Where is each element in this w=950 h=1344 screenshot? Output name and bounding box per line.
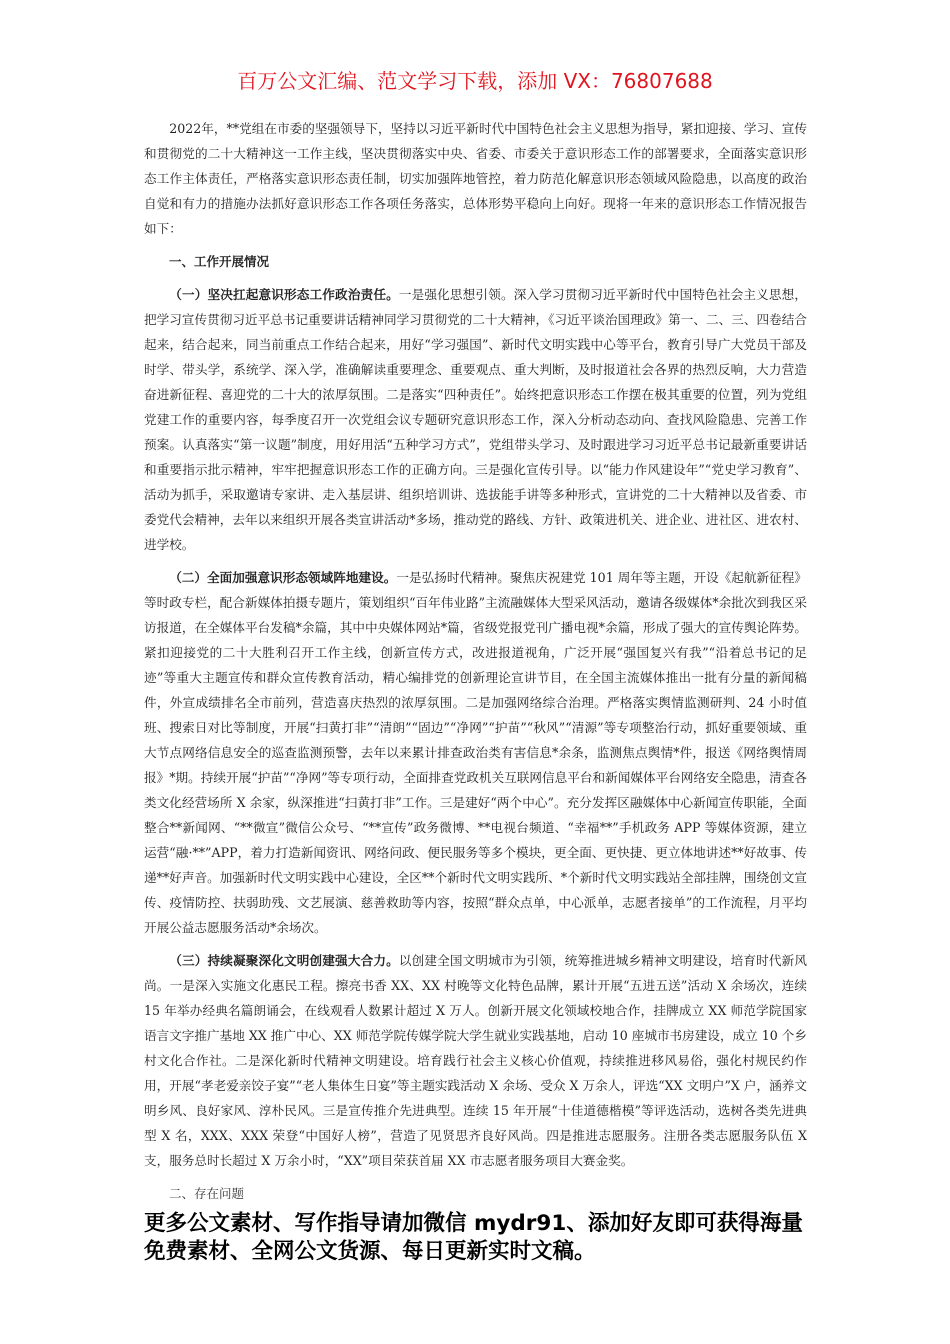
promo-footer: 更多公文素材、写作指导请加微信 mydr91、添加好友即可获得海量免费素材、全网公文货源、每日更新实时文稿。 bbox=[144, 1211, 803, 1264]
section-heading-problems: 二、存在问题 bbox=[169, 1186, 245, 1201]
paragraph-lead: （一）坚决扛起意识形态工作政治责任。 bbox=[169, 287, 399, 302]
paragraph-civilization-creation bbox=[144, 948, 807, 1173]
paragraph-lead: （二）全面加强意识形态领域阵地建设。 bbox=[169, 570, 397, 585]
watermark-banner: 百万公文汇编、范文学习下载，添加 VX：76807688 bbox=[237, 69, 713, 93]
intro-paragraph: 2022年，**党组在市委的坚强领导下，坚持以习近平新时代中国特色社会主义思想为指导，紧扣迎接、学习、宣传和贯彻党的二十大精神这一工作主线，坚决贯彻落实中央、省委、市委关于意识形态工作的部署要求，全面落实意识形态工作主体责任，严格落实意识形态责任制，切实加强阵地管控，着力防范化解意识形态领域风险隐患，以高度的政治自觉和有力的措施办法抓好意识形态工作各项任务落实，总体形势平稳向上向好。现将一年来的意识形态工作情况报告如下： bbox=[144, 121, 807, 236]
paragraph-body: 以创建全国文明城市为引领，统筹推进城乡精神文明建设，培育时代新风尚。一是深入实施文化惠民工程。擦亮书香 XX、XX 村晚等文化特色品牌，累计开展“五进五送”活动 X 余场次，连续 15 年举办经典名篇朗诵会，在线观看人数累计超过 X 万人。创新开展文化领域校地合作，挂牌成立 XX 师范学院国家语言文字推广基地 XX 推广中心、XX 师范学院传媒学院大学生就业实践基地，启动 10 座城市书房建设，成立 10 个乡村文化合作社。二是深化新时代精神文明建设。培育践行社会主义核心价值观，持续推进移风易俗，强化村规民约作用，开展“孝老爱亲饺子宴”“老人集体生日宴”等主题实践活动 X 余场、受众 X 万余人，评选“XX 文明户”X 户，涵养文明乡风、良好家风、淳朴民风。三是宣传推介先进典型。连续 15 年开展“十佳道德楷模”等评选活动，选树各类先进典型 X 名，XXX、XXX 荣登“中国好人榜”，营造了见贤思齐良好风尚。四是推进志愿服务。注册各类志愿服务队伍 X 支，服务总时长超过 X 万余小时，“XX”项目荣获首届 XX 市志愿者服务项目大赛金奖。 bbox=[144, 953, 808, 1168]
paragraph-lead: （三）持续凝聚深化文明创建强大合力。 bbox=[169, 953, 399, 968]
paragraph-political-responsibility bbox=[144, 282, 807, 557]
paragraph-body: 一是强化思想引领。深入学习贯彻习近平新时代中国特色社会主义思想，把学习宣传贯彻习近平总书记重要讲话精神同学习贯彻党的二十大精神，《习近平谈治国理政》第一、二、三、四卷结合起来，结合起来，同当前重点工作结合起来，用好“学习强国”、新时代文明实践中心等平台，教育引导广大党员干部及时学、带头学，系统学、深入学，准确解读重要理念、重要观点、重大判断，及时报道社会各界的热烈反响，大力营造奋进新征程、喜迎党的二十大的浓厚氛围。二是落实“四种责任”。始终把意识形态工作摆在极其重要的位置，列为党组党建工作的重要内容，每季度召开一次党组会议专题研究意识形态工作，深入分析动态动向、查找风险隐患、完善工作预案。认真落实“第一议题”制度，用好用活“五种学习方式”，党组带头学习、及时跟进学习习近平总书记最新重要讲话和重要指示批示精神，牢牢把握意识形态工作的正确方向。三是强化宣传引导。以“能力作风建设年”“党史学习教育”、活动为抓手，采取邀请专家讲、走入基层讲、组织培训讲、选拔能手讲等多种形式，宣讲党的二十大精神以及省委、市委党代会精神，去年以来组织开展各类宣讲活动*多场，推动党的路线、方针、政策进机关、进企业、进社区、进农村、进学校。 bbox=[144, 287, 808, 552]
section-heading-work: 一、工作开展情况 bbox=[169, 254, 270, 269]
paragraph-body: 一是弘扬时代精神。聚焦庆祝建党 101 周年等主题，开设《起航新征程》等时政专栏，配合新媒体拍摄专题片，策划组织“百年伟业路”主流融媒体大型采风活动，邀请各级媒体*余批次到我区采访报道，在全媒体平台发稿*余篇，其中中央媒体网站*篇，省级党报党刊广播电视*余篇，形成了强大的宣传舆论阵势。紧扣迎接党的二十大胜利召开工作主线，创新宣传方式，改进报道视角，广泛开展“强国复兴有我”“沿着总书记的足迹”等重大主题宣传和群众宣传教育活动，精心编排党的创新理论宣讲节目，在全国主流媒体推出一批有分量的新闻稿件，外宣成绩排名全市前列，营造喜庆热烈的浓厚氛围。二是加强网络综合治理。严格落实舆情监测研判、24 小时值班、搜索日对比等制度，开展“扫黄打非”“清朗”“固边”“净网”“护苗”“秋风”“清源”等专项整治行动，抓好重要领域、重大节点网络信息安全的巡查监测预警，去年以来累计排查政治类有害信息*余条，监测焦点舆情*件，报送《网络舆情周报》*期。持续开展“护苗”“净网”等专项行动，全面排查党政机关互联网信息平台和新闻媒体平台网络安全隐患，清查各类文化经营场所 X 余家，纵深推进“扫黄打非”工作。三是建好“两个中心”。充分发挥区融媒体中心新闻宣传职能，全面整合**新闻网、“**微宣”微信公众号、“**宣传”政务微博、**电视台频道、“幸福**”手机政务 APP 等媒体资源，建立运营“融·**”APP，着力打造新闻资讯、网络问政、便民服务等多个模块，更全面、更快捷、更立体地讲述**好故事、传递**好声音。加强新时代文明实践中心建设，全区**个新时代文明实践所、*个新时代文明实践站全部挂牌，围绕创文宣传、疫情防控、扶弱助残、文艺展演、慈善救助等内容，按照“群众点单，中心派单，志愿者接单”的工作流程，月平均开展公益志愿服务活动*余场次。 bbox=[144, 570, 808, 935]
document-body bbox=[144, 116, 807, 1214]
paragraph-position-building bbox=[144, 565, 807, 940]
